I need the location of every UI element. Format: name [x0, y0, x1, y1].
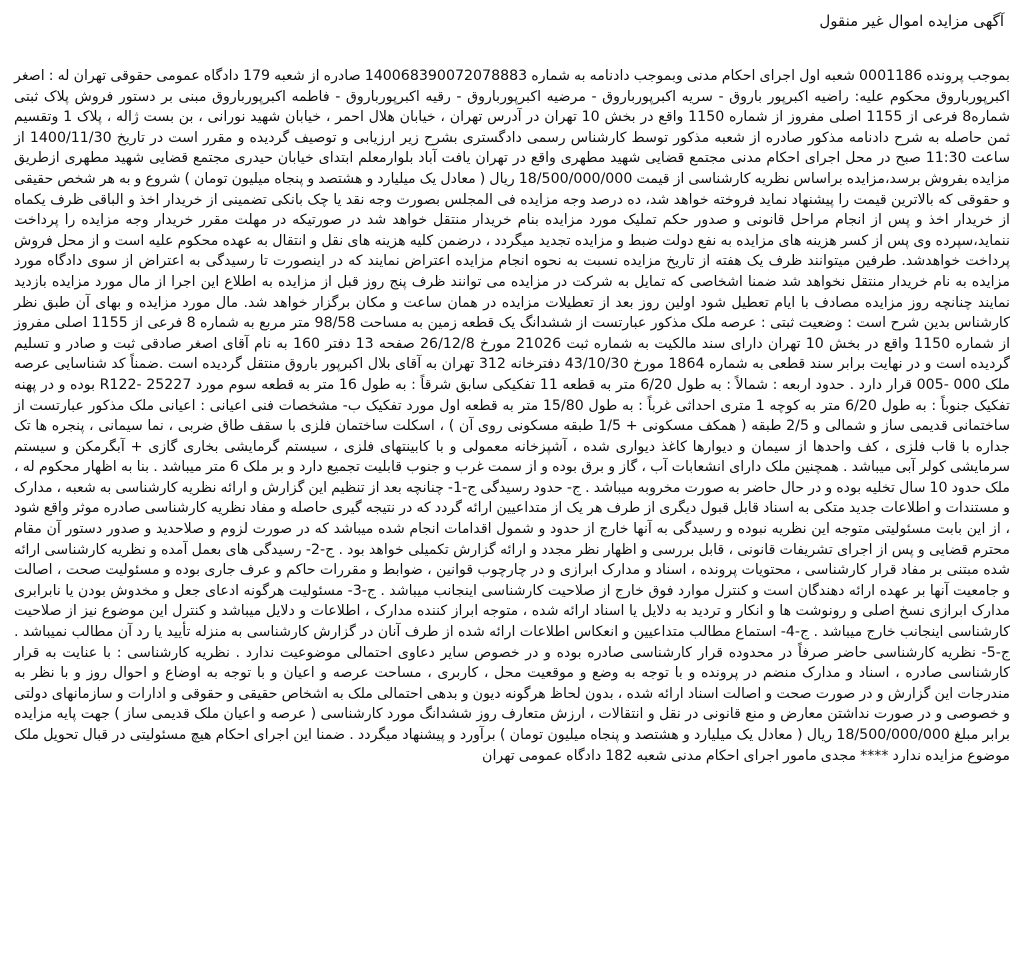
notice-title: آگهی مزایده اموال غیر منقول — [819, 12, 1004, 30]
notice-body: بموجب پرونده 0001186 شعبه اول اجرای احکام مدنی وبموجب دادنامه به شماره 140068390072078883 صادره از شعبه 179 دادگاه عمومی حقوقی تهران له : اصغر اکبرپورباروق محکوم علیه: راضیه اکبرپور باروق - سریه اکبرپورباروق - مرضیه اکبرپورباروق - رقیه اکبرپورباروق - فاطمه اکبرپورباروق مبنی بر دستور فروش پلاک ثبتی شماره8 فرعی از 1155 اصلی مفروز از شماره 1150 واقع در بخش 10 تهران در آدرس تهران ، خیابان هلال احمر ، خیابان شهید نورانی ، بن بست ژاله ، پلاک 1 وتقسیم ثمن حاصله به شرح دادنامه مذکور صادره از شعبه مذکور توسط کارشناس رسمی دادگستری بشرح زیر ارزیابی و توصیف گردیده و مقرر است در تاریخ 1400/11/30 از ساعت 11:30 صبح در محل اجرای احکام مدنی مجتمع قضایی شهید مطهری واقع در تهران یافت آباد بلوارمعلم ابتدای خیابان حیدری مجتمع قضایی شهید مطهری ازطریق مزایده بفروش برسد،مزایده براساس نظریه کارشناسی از قیمت 18/500/000/000 ریال ( معادل یک میلیارد و هشتصد و پنجاه میلیون تومان ) شروع و به هر شخص حقیقی و حقوقی که بالاترین قیمت را پیشنهاد نماید فروخته خواهد شد، ده درصد وجه مزایده فی المجلس بصورت وجه نقد یا چک بانکی تضمینی از خریدار اخذ و الباقی ظرف یکماه از خریدار اخذ و پس از انجام مراحل قانونی و صدور حکم تملیک مورد مزایده بنام خریدار منتقل خواهد شد در صورتیکه در مهلت مقرر خریدار وجه مزایده را پرداخت ننماید،سپرده وی پس از کسر هزینه های مزایده به نفع دولت ضبط و مزایده تجدید میگردد ، درضمن کلیه هزینه های نقل و انتقال به عهده محکوم علیه است و از محل فروش پرداخت خواهدشد. طرفین میتوانند ظرف یک هفته از تاریخ مزایده نسبت به نحوه انجام مزایده اعتراض نمایند که در اینصورت تا رسیدگی به اعتراض از سوی دادگاه مورد مزایده به نام خریدار منتقل نخواهد شد ضمنا اشخاصی که تمایل به شرکت در مزایده می توانند ظرف پنج روز قبل از مزایده به اطلاع این اجرا از مال مورد مزایده بازدید نمایند چنانچه روز مزایده مصادف با ایام تعطیل شود اولین روز بعد از تعطیلات مزایده در همان ساعت و مکان برگزار خواهد شد. مال مورد مزایده و بهای آن طبق نظر کارشناس بدین شرح است : وضعیت ثبتی : عرصه ملک مذکور عبارتست از ششدانگ یک قطعه زمین به مساحت 98/58 متر مربع به شماره 8 فرعی از 1155 اصلی مفروز از شماره 1150 واقع در بخش 10 تهران دارای سند مالکیت به شماره ثبت 21026 مورخ 26/12/8 صفحه 13 دفتر 160 به نام آقای اصغر صادقی ثبت و صادر و تسلیم گردیده است و در نهایت برابر سند قطعی به شماره 1864 مورخ 43/10/30 دفترخانه 312 تهران به آقای بلال اکبرپور باروق منتقل گردیده است .ضمناً کد شناسایی عرصه ملک 000 -005 قرار دارد . حدود اربعه : شمالاً : به طول 6/20 متر به قطعه 11 تفکیکی سابق شرقاً : به طول 16 متر به قطعه سوم مورد R122- 25227 بوده و در پهنه تفکیک جنوباً : به طول 6/20 متر به کوچه 1 متری احداثی غرباً : به طول 15/80 متر به قطعه اول مورد تفکیک ب- مشخصات فنی اعیانی : اعیانی ملک مذکور عبارتست از ساختمانی قدیمی ساز و شمالی و 2/5 طبقه ( همکف مسکونی + 1/5 طبقه مسکونی روی آن ) ، اسکلت ساختمان فلزی با سقف طاق ضربی ، نما سیمانی ، پنجره ها تک جداره با قاب فلزی ، کف واحدها از سیمان و دیوارها کاغذ دیواری شده ، آشپزخانه معمولی و با کابینتهای فلزی ، سیستم گرمایشی بخاری گازی + آبگرمکن و سیستم سرمایشی کولر آبی میباشد . همچنین ملک دارای انشعابات آب ، گاز و برق بوده و از سمت غرب و جنوب قابلیت تجمیع دارد و بر ملک 6 متر میباشد . بنا به اظهار محکوم له ، ملک حدود 10 سال تخلیه بوده و در حال حاضر به صورت مخروبه میباشد . ج- حدود رسیدگی ج-1- چنانچه بعد از تنظیم این گزارش و ارائه نظریه کارشناسی به شعبه ، مدارک و مستندات و اطلاعات جدید متکی به اسناد قابل قبول دیگری از طرف هر یک از متداعیین ارائه گردد که در نتیجه گیری حاصله و مفاد نظریه کارشناسی صادره موثر واقع شود ، از این بابت مسئولیتی متوجه این نظریه نبوده و رسیدگی به آنها خارج از حدود و شمول اقدامات انجام شده میباشد که در صورت لزوم و صلاحدید و صدور دستور آن مقام محترم قضایی و پس از اجرای تشریفات قانونی ، قابل بررسی و اظهار نظر مجدد و ارائه گزارش تکمیلی خواهد بود . ج-2- رسیدگی های بعمل آمده و نظریه کارشناسی ارائه شده مبتنی بر مفاد قرار کارشناسی ، محتویات پرونده ، اسناد و مدارک ابرازی و در چارچوب قوانین ، ضوابط و مقررات حاکم و عرف جاری بوده و مسئولیت صحت ، اصالت و جامعیت آنها بر عهده ارائه دهندگان است و کنترل موارد فوق خارج از صلاحیت کارشناسی اینجانب میباشد . ج-3- مسئولیت هرگونه ادعای جعل و مخدوش بودن یا نابرابری مدارک ابرازی نسخ اصلی و رونوشت ها و انکار و تردید به دلایل یا اسناد ارائه شده ، متوجه ابراز کننده مدارک ، اطلاعات و دلایل میباشد و کنترل این موضوع نیز از صلاحیت کارشناسی اینجانب خارج میباشد . ج-4- استماع مطالب متداعیین و انعکاس اطلاعات ارائه شده از طرف آنان در گزارش کارشناسی به منزله تأیید یا رد آن مطالب نمیباشد . ج-5- نظریه کارشناسی حاضر صرفاً در محدوده قرار کارشناسی صادره بوده و در خصوص سایر دعاوی احتمالی موضوعیت ندارد . نظریه کارشناسی : با عنایت به قرار کارشناسی صادره ، اسناد و مدارک منضم در پرونده و با توجه به وضع و موقعیت محل ، کاربری ، مساحت عرصه و اعیان و با توجه به اوضاع و احوال روز و با نظر به مندرجات این گزارش و در صورت صحت و اصالت اسناد ارائه شده ، بدون لحاظ هرگونه دیون و بدهی احتمالی ملک به اشخاص حقیقی و حقوقی و ادارات و سازمانهای دولتی و خصوصی و در صورت نداشتن معارض و منع قانونی در نقل و انتقالات ، ارزش متعارف روز ششدانگ مورد کارشناسی ( عرصه و اعیان ملک قدیمی ساز ) جهت پایه مزایده برابر مبلغ 18/500/000/000 ریال ( معادل یک میلیارد و هشتصد و پنجاه میلیون تومان ) برآورد و پیشنهاد میگردد . ضمنا این اجرای احکام هیچ مسئولیتی در قبال تحویل ملک موضوع مزایده ندارد **** مجدی مامور اجرای احکام مدنی شعبه 182 دادگاه عمومی تهران — [14, 68, 1011, 764]
